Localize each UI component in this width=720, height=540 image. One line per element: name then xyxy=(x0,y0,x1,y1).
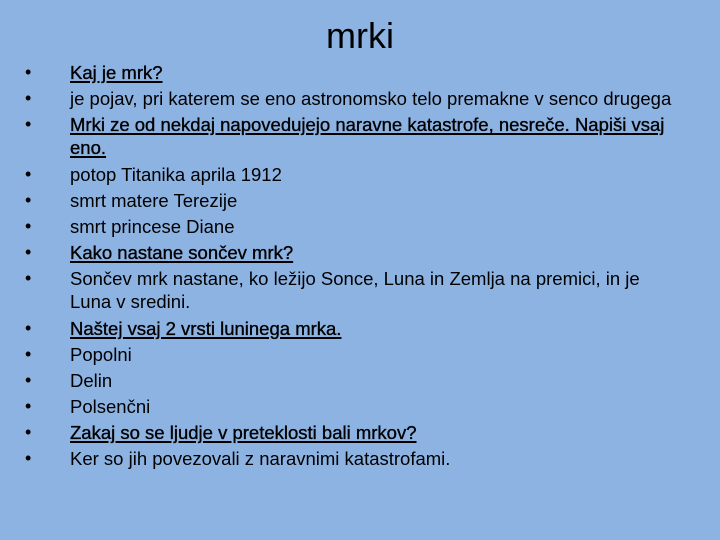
slide-title-text: mrki xyxy=(326,15,394,56)
question-text: Kako nastane sončev mrk? xyxy=(70,242,294,264)
list-item xyxy=(25,87,675,110)
list-item xyxy=(25,395,675,418)
answer-text: smrt princese Diane xyxy=(70,215,235,237)
list-item xyxy=(25,215,675,238)
question-text: Mrki ze od nekdaj napovedujejo naravne katastrofe, nesreče. Napiši vsaj eno. xyxy=(70,114,665,159)
answer-text: Polsenčni xyxy=(70,396,151,418)
list-item xyxy=(25,447,675,470)
answer-text: je pojav, pri katerem se eno astronomsko telo premakne v senco drugega xyxy=(70,88,672,110)
list-item xyxy=(25,317,675,340)
list-item xyxy=(25,421,675,444)
question-text: Naštej vsaj 2 vrsti luninega mrka. xyxy=(70,317,342,339)
answer-text: Delin xyxy=(70,369,113,391)
list-item xyxy=(25,61,675,84)
list-item xyxy=(25,189,675,212)
slide-title xyxy=(0,14,720,58)
list-item xyxy=(25,369,675,392)
question-text: Zakaj so se ljudje v preteklosti bali mrkov? xyxy=(70,422,417,444)
list-item xyxy=(25,343,675,366)
list-item xyxy=(25,163,675,186)
bullet-list xyxy=(25,61,675,474)
question-text: Kaj je mrk? xyxy=(70,62,163,83)
answer-text: Popolni xyxy=(70,343,132,365)
list-item xyxy=(25,267,675,313)
list-item xyxy=(25,113,675,159)
answer-text: potop Titanika aprila 1912 xyxy=(70,163,282,185)
list-item xyxy=(25,241,675,264)
answer-text: smrt matere Terezije xyxy=(70,189,238,211)
answer-text: Sončev mrk nastane, ko ležijo Sonce, Luna in Zemlja na premici, in je Luna v sredini. xyxy=(70,268,640,313)
answer-text: Ker so jih povezovali z naravnimi katastrofami. xyxy=(70,448,451,470)
